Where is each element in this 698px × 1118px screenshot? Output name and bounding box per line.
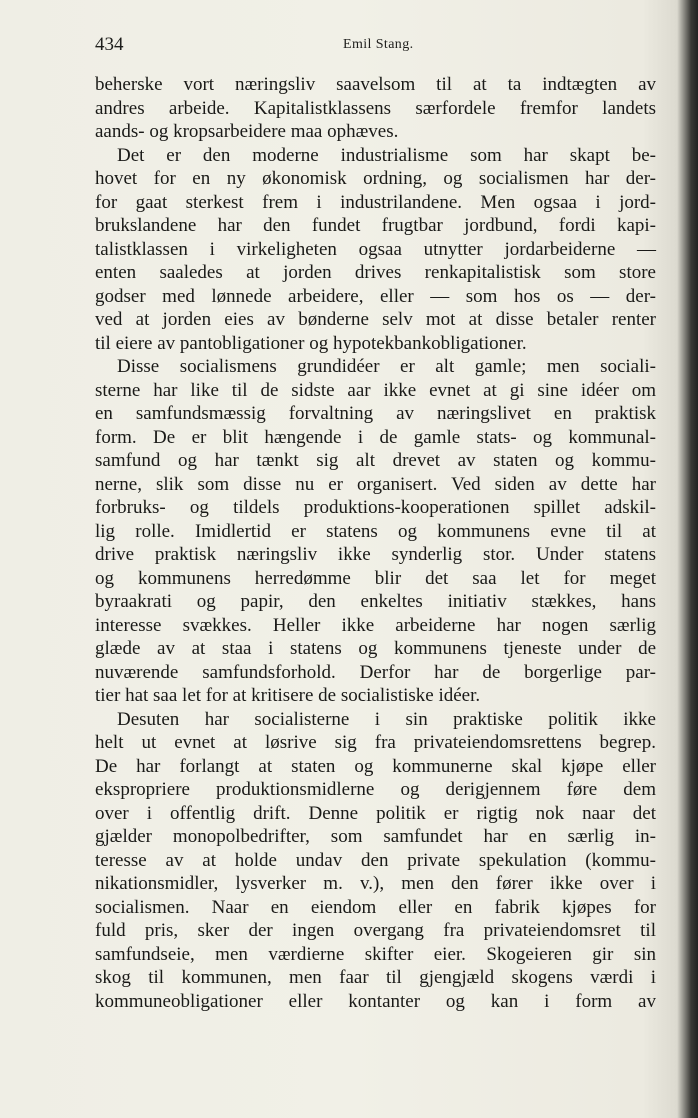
text-line: hovet for en ny økonomisk ordning, og socialismen har der- <box>95 168 656 189</box>
text-line: glæde av at staa i statens og kommunens tjeneste under de <box>95 638 656 659</box>
text-line: tier hat saa let for at kritisere de socialistiske idéer. <box>95 685 481 706</box>
text-line: kommuneobligationer eller kontanter og kan i form av <box>95 990 656 1012</box>
text-line: Det er den moderne industrialisme som har skapt be- <box>117 144 656 166</box>
text-line: enten saaledes at jorden drives renkapitalistisk som store <box>95 262 656 283</box>
text-line: drive praktisk næringsliv ikke synderlig stor. Under statens <box>95 544 656 565</box>
text-line: til eiere av pantobligationer og hypotekbankobligationer. <box>95 332 527 354</box>
page-header <box>95 34 655 58</box>
running-head: Emil Stang. <box>343 37 414 52</box>
text-line: lig rolle. Imidlertid er statens og kommunens evne til at <box>95 520 656 542</box>
text-line: Disse socialismens grundidéer er alt gamle; men sociali- <box>117 356 656 377</box>
text-line: nikationsmidler, lysverker m. v.), men den fører ikke over i <box>95 873 656 894</box>
text-line: godser med lønnede arbeidere, eller — som hos os — der- <box>95 285 656 307</box>
text-line: talistklassen i virkeligheten ogsaa utnytter jordarbeiderne — <box>95 238 656 260</box>
text-line: helt ut evnet at løsrive sig fra privateiendomsrettens begrep. <box>95 732 656 753</box>
text-line: De har forlangt at staten og kommunerne skal kjøpe eller <box>95 755 656 777</box>
text-line: interesse svækkes. Heller ikke arbeiderne har nogen særlig <box>95 614 656 636</box>
text-line: over i offentlig drift. Denne politik er rigtig nok naar det <box>95 802 656 824</box>
text-line: Desuten har socialisterne i sin praktiske politik ikke <box>117 708 656 730</box>
text-line: samfundseie, men værdierne skifter eier. Skogeieren gir sin <box>95 943 656 965</box>
page-number: 434 <box>95 34 124 55</box>
text-line: og kommunens herredømme blir det saa let for meget <box>95 567 656 589</box>
text-line: teresse av at holde undav den private spekulation (kommu- <box>95 849 656 871</box>
body-text <box>95 73 656 1013</box>
text-line: nuværende samfundsforhold. Derfor har de borgerlige par- <box>95 661 656 683</box>
text-line: beherske vort næringsliv saavelsom til at ta indtægten av <box>95 74 656 95</box>
text-line: skog til kommunen, men faar til gjengjæld skogens værdi i <box>95 967 656 988</box>
text-line: socialismen. Naar en eiendom eller en fabrik kjøpes for <box>95 896 656 918</box>
text-line: form. De er blit hængende i de gamle stats- og kommunal- <box>95 426 656 448</box>
text-line: fuld pris, sker der ingen overgang fra privateiendomsret til <box>95 920 656 941</box>
text-line: gjælder monopolbedrifter, som samfundet har en særlig in- <box>95 826 656 847</box>
text-line: ekspropriere produktionsmidlerne og derigjennem føre dem <box>95 779 656 800</box>
text-line: andres arbeide. Kapitalistklassens særfordele fremfor landets <box>95 97 656 119</box>
text-line: samfund og har tænkt sig alt drevet av staten og kommu- <box>95 450 656 471</box>
text-line: ved at jorden eies av bønderne selv mot at disse betaler renter <box>95 309 656 330</box>
text-line: en samfundsmæssig forvaltning av næringslivet en praktisk <box>95 403 656 424</box>
text-line: aands- og kropsarbeidere maa ophæves. <box>95 121 399 142</box>
text-line: brukslandene har den fundet frugtbar jordbund, fordi kapi- <box>95 215 656 236</box>
text-line: nerne, slik som disse nu er organisert. Ved siden av dette har <box>95 473 656 495</box>
text-line: byraakrati og papir, den enkeltes initiativ stækkes, hans <box>95 591 656 612</box>
text-line: forbruks- og tildels produktions-kooperationen spillet adskil- <box>95 497 656 518</box>
text-line: sterne har like til de sidste aar ikke evnet at gi sine idéer om <box>95 379 656 401</box>
text-line: for gaat sterkest frem i industrilandene. Men ogsaa i jord- <box>95 191 656 213</box>
